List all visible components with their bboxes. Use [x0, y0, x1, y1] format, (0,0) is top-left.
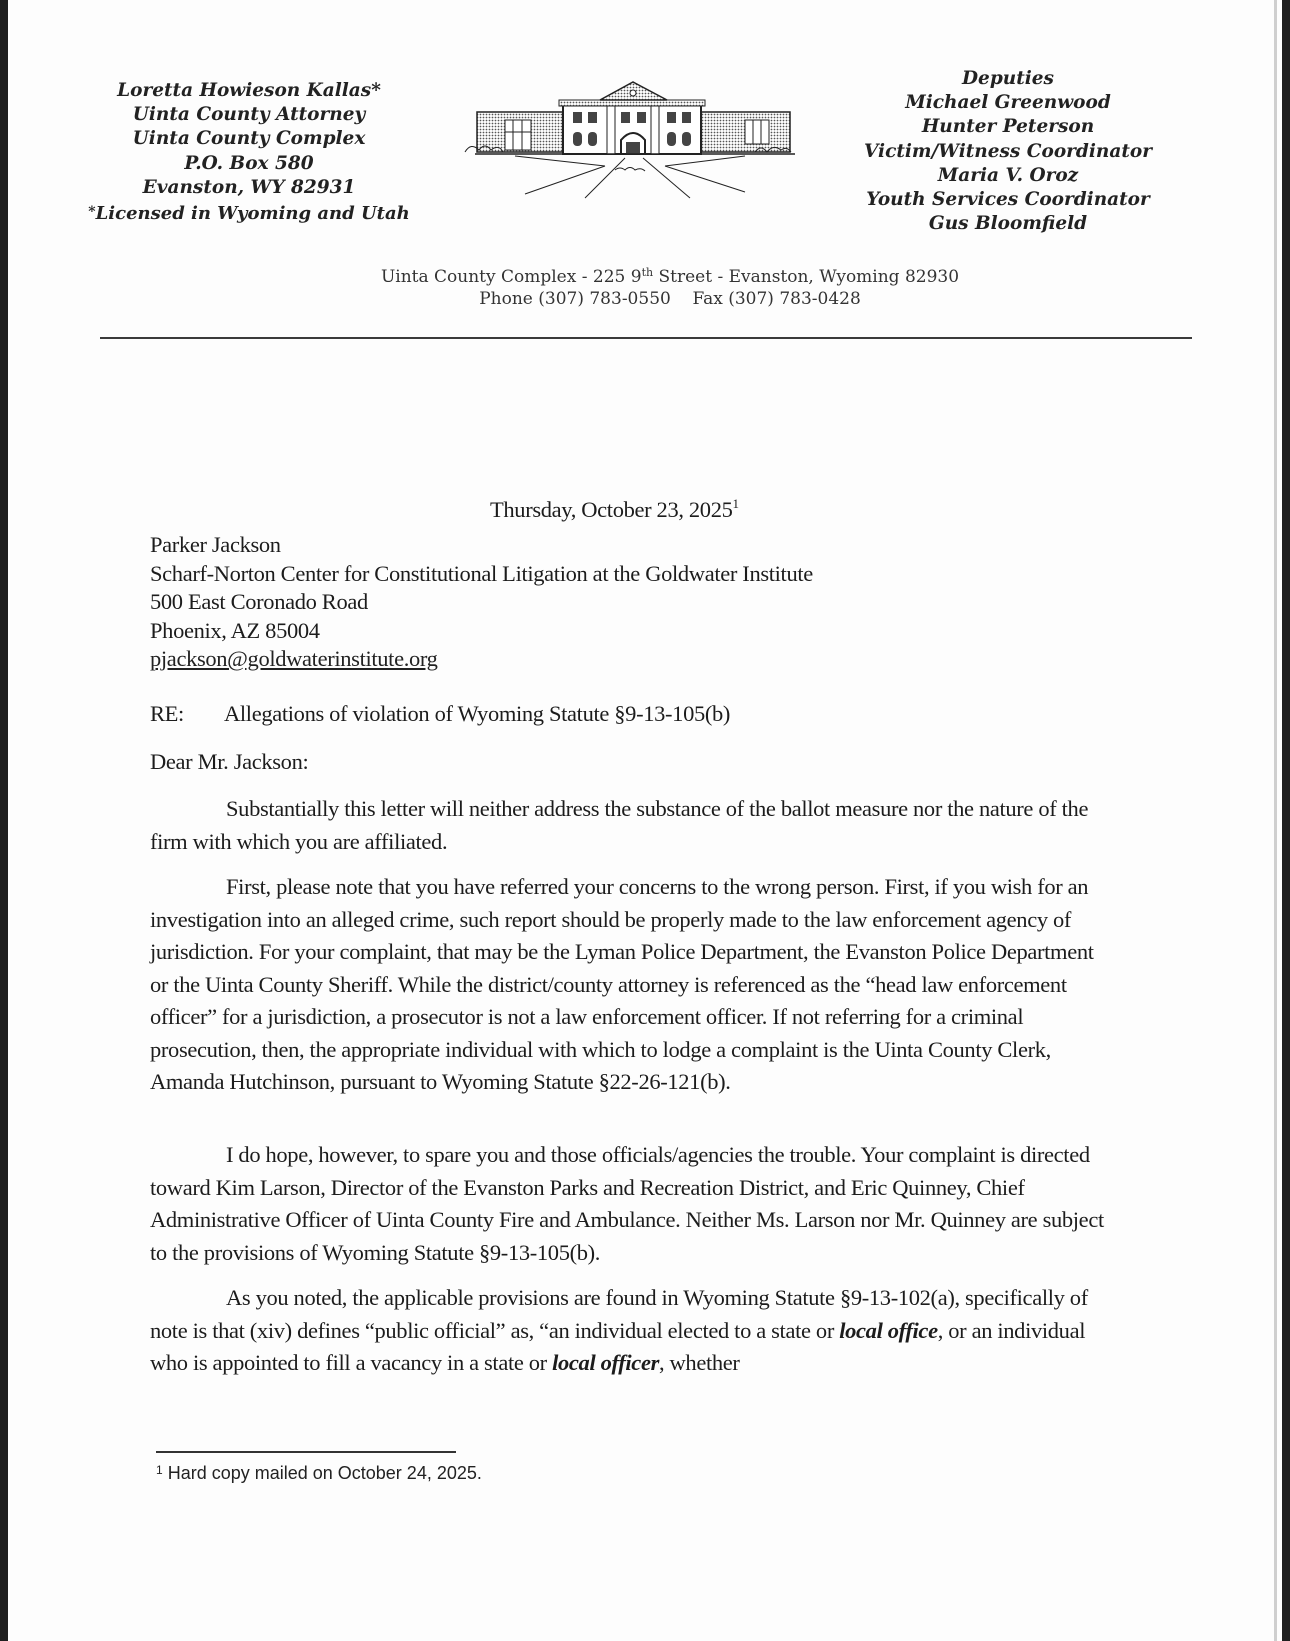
salutation: Dear Mr. Jackson:	[150, 749, 309, 774]
staff-name: Gus Bloomfield	[928, 213, 1088, 235]
letterhead-divider	[100, 337, 1192, 339]
deputies-heading: Deputies	[962, 68, 1054, 89]
office-name: Uinta County Complex	[132, 128, 366, 150]
deputy-name: Hunter Peterson	[921, 116, 1095, 138]
po-box: P.O. Box 580	[184, 152, 314, 174]
footnote-divider	[156, 1451, 456, 1453]
paragraph: As you noted, the applicable provisions are found in Wyoming Statute §9-13-102(a), specifically of note is that (xiv) defines “public official” as, “an individual elected to a state or local office, or an individual who is appointed to fill a vacancy in a state or local officer, whether	[150, 1285, 1088, 1375]
street-address: Uinta County Complex - 225 9th Street - Evanston, Wyoming 82930	[380, 266, 960, 287]
footnote-ref: 1	[732, 496, 739, 511]
office-address	[300, 262, 1040, 310]
attorney-title: Uinta County Attorney	[132, 104, 366, 126]
deputy-name: Michael Greenwood	[905, 92, 1111, 114]
recipient-city: Phoenix, AZ 85004	[150, 617, 320, 643]
license-text: Licensed in Wyoming and Utah	[95, 203, 410, 225]
page-edge-line	[1274, 0, 1277, 1641]
staff-name: Maria V. Oroz	[937, 164, 1079, 186]
paragraph: Substantially this letter will neither address the substance of the ballot measure nor the nature of the firm with which you are affiliated.	[150, 796, 1089, 854]
recipient-name: Parker Jackson	[150, 532, 281, 557]
recipient-address	[150, 531, 813, 674]
re-subject: Allegations of violation of Wyoming Statute §9-13-105(b)	[224, 701, 731, 726]
phone-fax: Phone (307) 783-0550 Fax (307) 783-0428	[479, 289, 861, 309]
staff-role: Victim/Witness Coordinator	[864, 140, 1152, 162]
subject-line	[150, 698, 730, 731]
letter-date: Thursday, October 23, 2025$^1$	[490, 496, 739, 522]
scan-border-right	[1282, 0, 1290, 1641]
office-city: Evanston, WY 82931	[142, 176, 356, 198]
footnote-text: Hard copy mailed on October 24, 2025.	[162, 1463, 482, 1483]
paragraph: I do hope, however, to spare you and those officials/agencies the trouble. Your complaint is directed toward Kim Larson, Director of the Evanston Parks and Recreation District, and Eric Quinney, Chief Administrative Officer of Uinta County Fire and Ambulance. Neither Ms. Larson nor Mr. Quinney are subject to the provisions of Wyoming Statute §9-13-105(b).	[150, 1142, 1104, 1265]
courthouse-building-icon	[455, 74, 805, 204]
emphasis: local office	[839, 1317, 938, 1343]
recipient-street: 500 East Coronado Road	[150, 589, 368, 614]
footnote	[156, 1463, 482, 1484]
emphasis: local officer	[552, 1350, 659, 1375]
recipient-email-link[interactable]: pjackson@goldwaterinstitute.org	[150, 646, 438, 671]
license-note	[84, 200, 414, 226]
scan-border-left	[0, 0, 8, 1641]
county-attorney-block	[84, 79, 414, 226]
paragraph: First, please note that you have referred your concerns to the wrong person. First, if you wish for an investigation into an alleged crime, such report should be properly made to the law enforcement agency of jurisdiction. For your complaint, that may be the Lyman Police Department, the Evanston Police Department or the Uinta County Sheriff. While the district/county attorney is referenced as the “head law enforcement officer” for a jurisdiction, a prosecutor is not a law enforcement officer. If not referring for a criminal prosecution, then, the appropriate individual with which to lodge a complaint is the Uinta County Clerk, Amanda Hutchinson, pursuant to Wyoming Statute §22-26-121(b).	[150, 874, 1094, 1094]
footnote-marker: 1	[156, 1463, 163, 1477]
recipient-organization: Scharf-Norton Center for Constitutional Litigation at the Goldwater Institute	[150, 560, 813, 586]
license-marker: *	[88, 204, 96, 221]
staff-role: Youth Services Coordinator	[866, 189, 1150, 211]
attorney-name: Loretta Howieson Kallas*	[117, 80, 381, 101]
deputies-block	[858, 67, 1158, 236]
re-label: RE:	[150, 701, 184, 726]
